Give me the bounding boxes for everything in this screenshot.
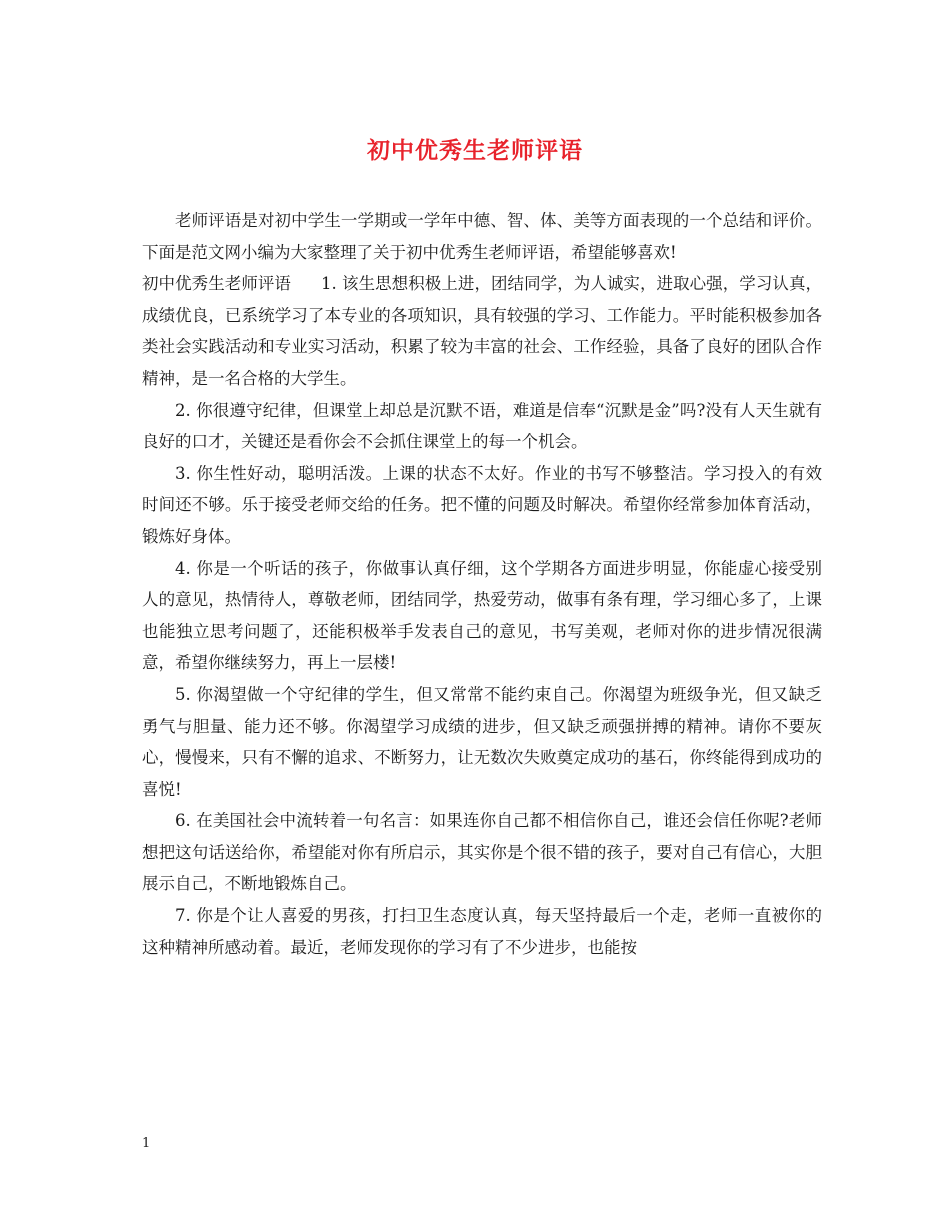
item-5-paragraph: 5. 你渴望做一个守纪律的学生，但又常常不能约束自己。你渴望为班级争光，但又缺乏勇气与胆量、能力还不够。你渴望学习成绩的进步，但又缺乏顽强拼搏的精神。请你不要灰心，慢慢来，只有不懈的追求、不断努力，让无数次失败奠定成功的基石，你终能得到成功的喜悦!	[142, 684, 822, 799]
item-2-paragraph: 2. 你很遵守纪律，但课堂上却总是沉默不语，难道是信奉“沉默是金”吗?没有人天生就有良好的口才，关键还是看你会不会抓住课堂上的每一个机会。	[142, 400, 822, 452]
document-body	[142, 205, 822, 963]
section-heading: 初中优秀生老师评语	[142, 274, 291, 294]
intro-paragraph: 老师评语是对初中学生一学期或一学年中德、智、体、美等方面表现的一个总结和评价。下面是范文网小编为大家整理了关于初中优秀生老师评语，希望能够喜欢!	[142, 211, 822, 262]
item-1-text: 1. 该生思想积极上进，团结同学，为人诚实，进取心强，学习认真，成绩优良，已系统学习了本专业的各项知识，具有较强的学习、工作能力。平时能积极参加各类社会实践活动和专业实习活动，积累了较为丰富的社会、工作经验，具备了良好的团队合作精神，是一名合格的大学生。	[142, 274, 822, 388]
item-4-paragraph: 4. 你是一个听话的孩子，你做事认真仔细，这个学期各方面进步明显，你能虚心接受别人的意见，热情待人，尊敬老师，团结同学，热爱劳动，做事有条有理，学习细心多了，上课也能独立思考问题了，还能积极举手发表自己的意见，书写美观，老师对你的进步情况很满意，希望你继续努力，再上一层楼!	[142, 558, 822, 673]
item-3-paragraph: 3. 你生性好动，聪明活泼。上课的状态不太好。作业的书写不够整洁。学习投入的有效时间还不够。乐于接受老师交给的任务。把不懂的问题及时解决。希望你经常参加体育活动，锻炼好身体。	[142, 463, 822, 546]
item-7-paragraph: 7. 你是个让人喜爱的男孩，打扫卫生态度认真，每天坚持最后一个走，老师一直被你的这种精神所感动着。最近，老师发现你的学习有了不少进步，也能按	[142, 906, 822, 957]
page-number: 1	[142, 1136, 151, 1151]
item-6-paragraph: 6. 在美国社会中流转着一句名言：如果连你自己都不相信你自己，谁还会信任你呢?老师想把这句话送给你，希望能对你有所启示，其实你是个很不错的孩子，要对自己有信心，大胆展示自己，不断地锻炼自己。	[142, 811, 822, 894]
page-title: 初中优秀生老师评语	[367, 137, 583, 164]
section-paragraph-1	[142, 268, 822, 394]
